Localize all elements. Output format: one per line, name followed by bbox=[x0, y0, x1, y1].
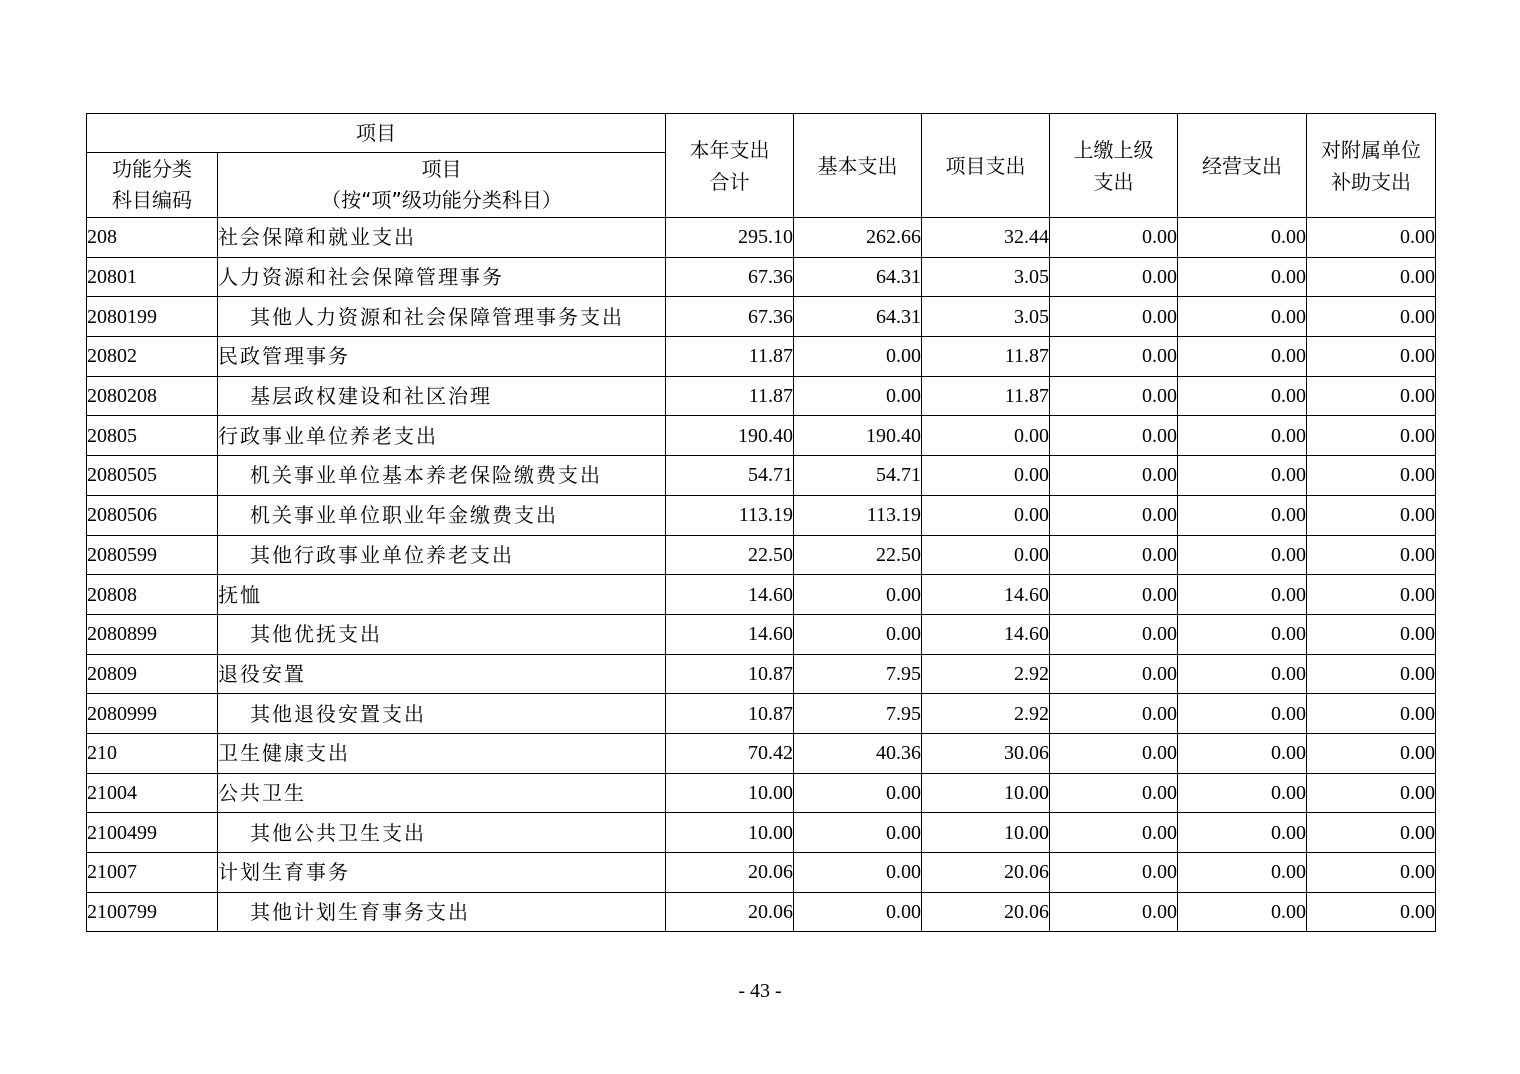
row-project: 32.44 bbox=[922, 218, 1050, 258]
row-basic: 64.31 bbox=[794, 257, 922, 297]
row-total: 10.00 bbox=[666, 773, 794, 813]
row-code: 20809 bbox=[87, 654, 218, 694]
row-project: 2.92 bbox=[922, 694, 1050, 734]
row-total: 20.06 bbox=[666, 853, 794, 893]
row-basic: 0.00 bbox=[794, 337, 922, 377]
row-total: 295.10 bbox=[666, 218, 794, 258]
header-upper: 上缴上级 支出 bbox=[1050, 114, 1178, 218]
row-code: 210 bbox=[87, 733, 218, 773]
table-row bbox=[87, 535, 1436, 575]
header-project: 项目支出 bbox=[922, 114, 1050, 218]
row-name: 其他优抚支出 bbox=[218, 614, 666, 654]
row-basic: 64.31 bbox=[794, 297, 922, 337]
row-code: 208 bbox=[87, 218, 218, 258]
row-total: 14.60 bbox=[666, 575, 794, 615]
row-name: 人力资源和社会保障管理事务 bbox=[218, 257, 666, 297]
row-project: 2.92 bbox=[922, 654, 1050, 694]
table-row bbox=[87, 456, 1436, 496]
row-subsidy: 0.00 bbox=[1307, 257, 1436, 297]
table-body bbox=[87, 218, 1436, 932]
table-row bbox=[87, 416, 1436, 456]
row-name: 抚恤 bbox=[218, 575, 666, 615]
row-upper: 0.00 bbox=[1050, 614, 1178, 654]
row-business: 0.00 bbox=[1178, 733, 1307, 773]
row-upper: 0.00 bbox=[1050, 376, 1178, 416]
row-code: 21004 bbox=[87, 773, 218, 813]
row-business: 0.00 bbox=[1178, 456, 1307, 496]
row-code: 2100799 bbox=[87, 892, 218, 932]
table-row bbox=[87, 257, 1436, 297]
table-row bbox=[87, 694, 1436, 734]
row-total: 11.87 bbox=[666, 337, 794, 377]
table-row bbox=[87, 813, 1436, 853]
table-row bbox=[87, 376, 1436, 416]
row-project: 20.06 bbox=[922, 892, 1050, 932]
row-subsidy: 0.00 bbox=[1307, 575, 1436, 615]
row-subsidy: 0.00 bbox=[1307, 535, 1436, 575]
row-code: 20801 bbox=[87, 257, 218, 297]
row-code: 2080208 bbox=[87, 376, 218, 416]
row-upper: 0.00 bbox=[1050, 416, 1178, 456]
row-upper: 0.00 bbox=[1050, 495, 1178, 535]
row-basic: 0.00 bbox=[794, 773, 922, 813]
row-business: 0.00 bbox=[1178, 614, 1307, 654]
row-project: 3.05 bbox=[922, 257, 1050, 297]
row-basic: 40.36 bbox=[794, 733, 922, 773]
row-project: 20.06 bbox=[922, 853, 1050, 893]
row-basic: 0.00 bbox=[794, 376, 922, 416]
row-total: 67.36 bbox=[666, 257, 794, 297]
row-upper: 0.00 bbox=[1050, 218, 1178, 258]
row-upper: 0.00 bbox=[1050, 654, 1178, 694]
row-total: 190.40 bbox=[666, 416, 794, 456]
row-code: 20808 bbox=[87, 575, 218, 615]
row-business: 0.00 bbox=[1178, 337, 1307, 377]
row-code: 20802 bbox=[87, 337, 218, 377]
row-upper: 0.00 bbox=[1050, 773, 1178, 813]
row-total: 113.19 bbox=[666, 495, 794, 535]
row-name: 其他行政事业单位养老支出 bbox=[218, 535, 666, 575]
row-name: 其他公共卫生支出 bbox=[218, 813, 666, 853]
row-business: 0.00 bbox=[1178, 892, 1307, 932]
row-business: 0.00 bbox=[1178, 575, 1307, 615]
row-business: 0.00 bbox=[1178, 218, 1307, 258]
row-code: 2080506 bbox=[87, 495, 218, 535]
row-upper: 0.00 bbox=[1050, 456, 1178, 496]
row-basic: 7.95 bbox=[794, 654, 922, 694]
row-business: 0.00 bbox=[1178, 694, 1307, 734]
table-row bbox=[87, 614, 1436, 654]
row-total: 54.71 bbox=[666, 456, 794, 496]
row-name: 机关事业单位基本养老保险缴费支出 bbox=[218, 456, 666, 496]
row-basic: 190.40 bbox=[794, 416, 922, 456]
row-business: 0.00 bbox=[1178, 813, 1307, 853]
row-code: 2080899 bbox=[87, 614, 218, 654]
row-name: 其他计划生育事务支出 bbox=[218, 892, 666, 932]
row-total: 67.36 bbox=[666, 297, 794, 337]
row-code: 2100499 bbox=[87, 813, 218, 853]
row-subsidy: 0.00 bbox=[1307, 218, 1436, 258]
row-project: 30.06 bbox=[922, 733, 1050, 773]
row-name: 机关事业单位职业年金缴费支出 bbox=[218, 495, 666, 535]
row-name: 行政事业单位养老支出 bbox=[218, 416, 666, 456]
row-project: 14.60 bbox=[922, 614, 1050, 654]
row-code: 20805 bbox=[87, 416, 218, 456]
row-subsidy: 0.00 bbox=[1307, 495, 1436, 535]
row-upper: 0.00 bbox=[1050, 297, 1178, 337]
header-basic: 基本支出 bbox=[794, 114, 922, 218]
row-total: 70.42 bbox=[666, 733, 794, 773]
table-row bbox=[87, 853, 1436, 893]
row-total: 14.60 bbox=[666, 614, 794, 654]
row-project: 0.00 bbox=[922, 535, 1050, 575]
table-row bbox=[87, 218, 1436, 258]
row-subsidy: 0.00 bbox=[1307, 376, 1436, 416]
table-row bbox=[87, 495, 1436, 535]
header-business: 经营支出 bbox=[1178, 114, 1307, 218]
row-name: 公共卫生 bbox=[218, 773, 666, 813]
header-subsidy: 对附属单位 补助支出 bbox=[1307, 114, 1436, 218]
row-upper: 0.00 bbox=[1050, 337, 1178, 377]
row-code: 2080999 bbox=[87, 694, 218, 734]
row-project: 10.00 bbox=[922, 773, 1050, 813]
row-basic: 0.00 bbox=[794, 892, 922, 932]
row-business: 0.00 bbox=[1178, 535, 1307, 575]
row-upper: 0.00 bbox=[1050, 853, 1178, 893]
table-row bbox=[87, 337, 1436, 377]
row-code: 21007 bbox=[87, 853, 218, 893]
row-upper: 0.00 bbox=[1050, 813, 1178, 853]
table-header bbox=[87, 114, 1436, 218]
row-total: 11.87 bbox=[666, 376, 794, 416]
row-subsidy: 0.00 bbox=[1307, 614, 1436, 654]
header-project-group: 项目 bbox=[87, 114, 666, 153]
row-upper: 0.00 bbox=[1050, 892, 1178, 932]
row-upper: 0.00 bbox=[1050, 733, 1178, 773]
row-subsidy: 0.00 bbox=[1307, 733, 1436, 773]
row-name: 退役安置 bbox=[218, 654, 666, 694]
row-business: 0.00 bbox=[1178, 376, 1307, 416]
row-basic: 0.00 bbox=[794, 853, 922, 893]
row-code: 2080199 bbox=[87, 297, 218, 337]
row-business: 0.00 bbox=[1178, 853, 1307, 893]
row-total: 10.00 bbox=[666, 813, 794, 853]
row-upper: 0.00 bbox=[1050, 257, 1178, 297]
table-row bbox=[87, 297, 1436, 337]
row-code: 2080599 bbox=[87, 535, 218, 575]
row-total: 10.87 bbox=[666, 694, 794, 734]
row-project: 14.60 bbox=[922, 575, 1050, 615]
table-row bbox=[87, 654, 1436, 694]
header-total: 本年支出 合计 bbox=[666, 114, 794, 218]
row-subsidy: 0.00 bbox=[1307, 813, 1436, 853]
row-upper: 0.00 bbox=[1050, 535, 1178, 575]
expenditure-table bbox=[86, 113, 1436, 932]
row-name: 其他退役安置支出 bbox=[218, 694, 666, 734]
row-total: 10.87 bbox=[666, 654, 794, 694]
row-basic: 22.50 bbox=[794, 535, 922, 575]
row-business: 0.00 bbox=[1178, 495, 1307, 535]
row-subsidy: 0.00 bbox=[1307, 456, 1436, 496]
row-name: 社会保障和就业支出 bbox=[218, 218, 666, 258]
header-name: 项目 （按“项”级功能分类科目） bbox=[218, 153, 666, 218]
row-basic: 0.00 bbox=[794, 614, 922, 654]
row-basic: 7.95 bbox=[794, 694, 922, 734]
row-upper: 0.00 bbox=[1050, 694, 1178, 734]
row-subsidy: 0.00 bbox=[1307, 892, 1436, 932]
row-subsidy: 0.00 bbox=[1307, 853, 1436, 893]
row-basic: 54.71 bbox=[794, 456, 922, 496]
row-project: 10.00 bbox=[922, 813, 1050, 853]
row-subsidy: 0.00 bbox=[1307, 694, 1436, 734]
row-name: 民政管理事务 bbox=[218, 337, 666, 377]
row-project: 0.00 bbox=[922, 456, 1050, 496]
row-basic: 0.00 bbox=[794, 813, 922, 853]
row-name: 卫生健康支出 bbox=[218, 733, 666, 773]
row-basic: 262.66 bbox=[794, 218, 922, 258]
row-total: 22.50 bbox=[666, 535, 794, 575]
table-row bbox=[87, 773, 1436, 813]
row-name: 其他人力资源和社会保障管理事务支出 bbox=[218, 297, 666, 337]
row-business: 0.00 bbox=[1178, 297, 1307, 337]
row-name: 基层政权建设和社区治理 bbox=[218, 376, 666, 416]
row-subsidy: 0.00 bbox=[1307, 297, 1436, 337]
row-business: 0.00 bbox=[1178, 773, 1307, 813]
row-business: 0.00 bbox=[1178, 416, 1307, 456]
row-subsidy: 0.00 bbox=[1307, 337, 1436, 377]
table-row bbox=[87, 575, 1436, 615]
row-total: 20.06 bbox=[666, 892, 794, 932]
row-business: 0.00 bbox=[1178, 257, 1307, 297]
row-project: 11.87 bbox=[922, 376, 1050, 416]
table-row bbox=[87, 733, 1436, 773]
row-business: 0.00 bbox=[1178, 654, 1307, 694]
table-row bbox=[87, 892, 1436, 932]
row-project: 3.05 bbox=[922, 297, 1050, 337]
row-basic: 113.19 bbox=[794, 495, 922, 535]
row-upper: 0.00 bbox=[1050, 575, 1178, 615]
row-subsidy: 0.00 bbox=[1307, 416, 1436, 456]
row-project: 11.87 bbox=[922, 337, 1050, 377]
row-subsidy: 0.00 bbox=[1307, 654, 1436, 694]
row-project: 0.00 bbox=[922, 495, 1050, 535]
row-project: 0.00 bbox=[922, 416, 1050, 456]
page-number: - 43 - bbox=[738, 980, 782, 1002]
row-name: 计划生育事务 bbox=[218, 853, 666, 893]
header-code: 功能分类 科目编码 bbox=[87, 153, 218, 218]
row-subsidy: 0.00 bbox=[1307, 773, 1436, 813]
row-code: 2080505 bbox=[87, 456, 218, 496]
row-basic: 0.00 bbox=[794, 575, 922, 615]
